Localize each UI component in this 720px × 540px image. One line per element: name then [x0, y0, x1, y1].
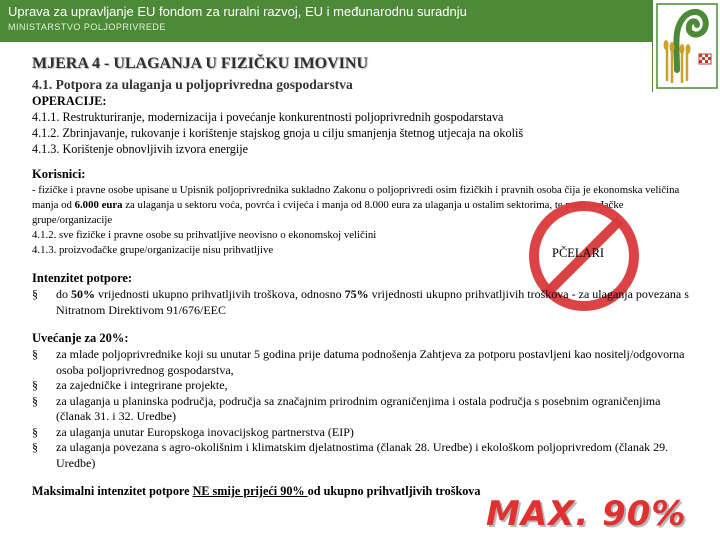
ministry-logo [652, 0, 720, 92]
operations-section [32, 93, 652, 157]
max-intensity-note [32, 484, 481, 499]
list-item: § za ulaganja povezana s agro-okolišnim i klimatskim djelatnostima (članak 28. Uredbe) i ekološkom poljoprivredom (članak 29. Uredbe) [32, 440, 692, 471]
beneficiaries-line2: 4.1.2. sve fizičke i pravne osobe su prihvatljive neovisno o ekonomskoj veličini [32, 229, 377, 241]
intensity-pre: do [56, 287, 71, 301]
header-bar [0, 0, 720, 42]
max-note-underlined: NE smije prijeći 90% [192, 484, 308, 498]
list-item: § za zajedničke i integrirane projekte, [32, 378, 692, 394]
logo-icon [653, 0, 720, 92]
max-note-post: od ukupno prihvatljivih troškova [307, 484, 481, 498]
intensity-heading: Intenzitet potpore: [32, 271, 133, 285]
beneficiaries-line1: - fizičke i pravne osobe upisane u Upisnik poljoprivrednika sukladno Zakonu o poljoprivredi osim fizičkih i pravnih osoba čija je ekonomska veličina manja od [32, 184, 680, 211]
operation-item: 4.1.1. Restrukturiranje, modernizacija i povećanje konkurentnosti poljoprivrednih gospodarstava [32, 110, 504, 124]
operation-item: 4.1.2. Zbrinjavanje, rukovanje i korištenje stajskog gnoja u cilju smanjenja štetnog utjecaja na okoliš [32, 126, 524, 140]
beneficiaries-line1-end: za ulaganja u sektoru voća, povrća i cvijeća i manja od 8.000 eura za ulaganja u ostalim sektorima, te proizvođačke grupe/organizacije [32, 199, 624, 226]
beneficiaries-heading: Korisnici: [32, 167, 86, 181]
operation-item: 4.1.3. Korištenje obnovljivih izvora energije [32, 142, 249, 156]
operations-heading: OPERACIJE: [32, 94, 107, 108]
max-badge: MAX. 90% [486, 494, 687, 534]
intensity-post: vrijednosti ukupno prihvatljivih troškova - za ulaganja povezana s Nitratnom Direktivom 91/676/EEC [56, 287, 689, 317]
max-note-pre: Maksimalni intenzitet potpore [32, 484, 193, 498]
stamp-label: PČELARI [552, 246, 605, 260]
slide-subtitle: 4.1. Potpora za ulaganja u poljoprivredna gospodarstva [32, 77, 353, 92]
header-title: Uprava za upravljanje EU fondom za ruralni razvoj, EU i međunarodnu suradnju [8, 4, 467, 19]
intensity-list [32, 287, 692, 318]
list-item: § za ulaganja unutar Europskoga inovacijskog partnerstva (EIP) [32, 425, 692, 441]
header-subtitle: MINISTARSTVO POLJOPRIVREDE [8, 22, 166, 32]
intensity-pct2: 75% [344, 287, 369, 301]
increase-list [32, 347, 692, 471]
threshold-amount: 6.000 eura [74, 199, 123, 211]
list-item: § za ulaganja u planinska područja, područja sa značajnim prirodnim ograničenjima i ostala područja s posebnim ograničenjima (članak 31. i 32. Uredbe) [32, 394, 692, 425]
list-item: § za mlade poljoprivrednike koji su unutar 5 godina prije datuma podnošenja Zahtjeva za potporu postavljeni kao nositelj/odgovorna osoba poljoprivrednog gospodarstva, [32, 347, 692, 378]
increase-heading: Uvećanje za 20%: [32, 331, 129, 345]
intensity-pct1: 50% [71, 287, 95, 301]
list-item [32, 287, 692, 318]
slide-title: MJERA 4 - ULAGANJA U FIZIČKU IMOVINU [32, 55, 369, 72]
intensity-mid: vrijednosti ukupno prihvatljivih troškova, odnosno [95, 287, 345, 301]
beneficiaries-line3: 4.1.3. proizvođačke grupe/organizacije nisu prihvatljive [32, 244, 274, 256]
